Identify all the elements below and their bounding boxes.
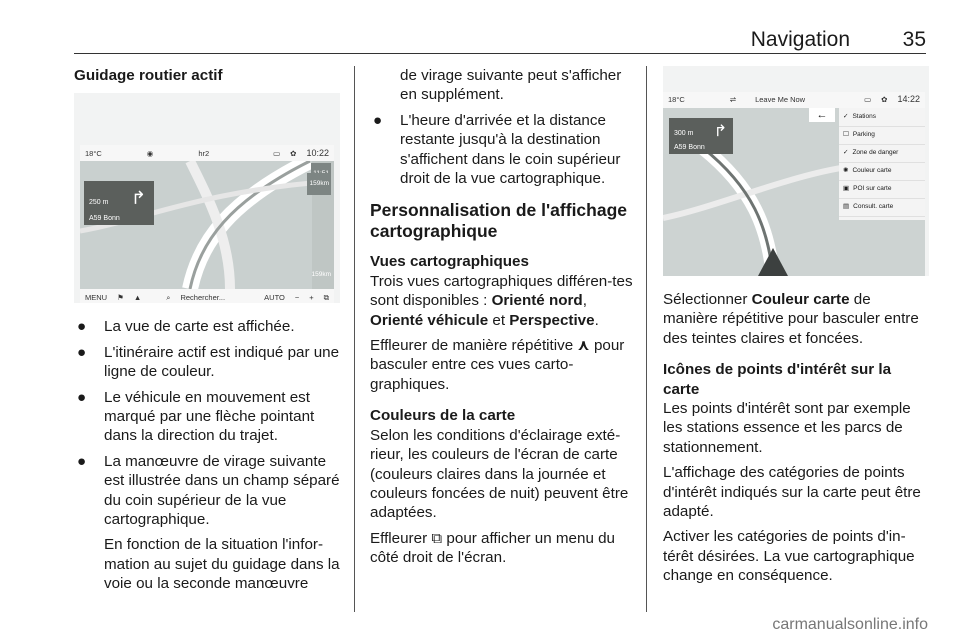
chat-icon: ▭ <box>864 95 872 105</box>
map-options-icon: ⧉ <box>323 292 329 302</box>
list-item: ● La vue de carte est affichée. <box>77 318 295 336</box>
list-item: ● L'heure d'arrivée et la distance restante jusqu'à la destination s'affichent dans le coin supérieur droit de la vue cartographique. <box>373 111 621 188</box>
column-1 <box>74 66 346 600</box>
bullet-continuation: de virage suivante peut s'afficher en supplément. <box>400 67 622 104</box>
list-item: ● L'itinéraire actif est indiqué par une ligne de couleur. <box>77 343 340 381</box>
tab-text: hr2 <box>198 148 210 158</box>
header-rule <box>74 53 926 54</box>
navigation-screenshot <box>663 66 929 276</box>
turn-distance: 250 m <box>89 199 109 207</box>
paragraph: Activer les catégories de points d'in-térêt désirées. La vue cartographique change en conséquence. <box>663 528 915 585</box>
time-text: 14:22 <box>897 94 920 105</box>
temperature-text: 18°C <box>85 148 102 158</box>
watermark: carmanualsonline.info <box>772 616 928 633</box>
time-text: 10:22 <box>306 147 329 158</box>
menu-item-poi-on-map: ▣ POI sur carte <box>839 180 925 199</box>
remaining-distance: 159km <box>307 173 331 194</box>
page-number: 35 <box>902 28 926 51</box>
list-item: ● Le véhicule en mouvement est marqué par une flèche pointant dans la direction du trajet. <box>77 388 315 445</box>
turn-arrow-icon: ↱ <box>130 188 146 209</box>
paragraph: Selon les conditions d'éclairage exté-rieur, les couleurs de l'écran de carte (couleurs claires dans la journée et couleurs foncées de nuit) peuvent être adaptées. <box>370 426 629 522</box>
search-text: Rechercher... <box>180 292 226 302</box>
column-divider <box>354 66 355 612</box>
menu-item-parking: ☐ Parking <box>839 126 925 145</box>
paragraph: L'affichage des catégories de points d'intérêt indiqués sur la carte peut être adapté. <box>663 464 921 521</box>
menu-item-stations: ✓ Stations <box>839 108 925 127</box>
column-3 <box>663 66 928 592</box>
scale-distance: 159km <box>311 271 331 279</box>
turn-road: A59 Bonn <box>89 215 120 223</box>
zoom-out-icon: − <box>294 292 300 302</box>
gear-icon: ✿ <box>881 95 888 105</box>
zoom-in-icon: + <box>309 292 314 302</box>
column-2 <box>370 66 634 574</box>
subheading: Icônes de points d'intérêt sur la carte <box>663 361 892 398</box>
turn-indicator <box>669 118 733 154</box>
list-item: ● La manœuvre de virage suivante est illustrée dans un champ séparé du coin supérieur de la vue cartographique. <box>77 452 340 529</box>
menu-item-map-color: ✺ Couleur carte <box>839 162 925 181</box>
paragraph: Effleurer ⧉ pour afficher un menu du côté droit de l'écran. <box>370 529 616 567</box>
screen-top-bar <box>80 145 334 161</box>
flag-icon: ⚑ <box>117 292 124 302</box>
paragraph: Trois vues cartographiques différen-tes sont disponibles : Orienté nord, Orienté véhicule et Perspective. <box>370 272 633 329</box>
map-menu-icon: ⧉ <box>431 529 443 547</box>
turn-road: A59 Bonn <box>674 144 705 151</box>
screen-top-bar <box>663 92 925 108</box>
paragraph: Effleurer de manière répétitive ⋏ pour basculer entre ces vues carto-graphiques. <box>370 337 625 393</box>
back-arrow-icon: ← <box>809 108 835 122</box>
gear-icon: ✿ <box>290 148 297 158</box>
menu-button: MENU <box>85 292 108 302</box>
turn-arrow-icon: ↱ <box>713 123 727 140</box>
turn-distance: 300 m <box>674 130 694 137</box>
paragraph: Sélectionner Couleur carte de manière répétitive pour basculer entre des teintes claires et foncées. <box>663 291 919 347</box>
menu-item-danger-zone: ✓ Zone de danger <box>839 144 925 163</box>
column-divider <box>646 66 647 612</box>
leave-text: Leave Me Now <box>755 95 806 105</box>
bullet-list <box>370 111 634 189</box>
auto-text: AUTO <box>264 292 285 302</box>
temperature-text: 18°C <box>668 95 685 105</box>
map-screen <box>663 92 925 276</box>
search-icon: ⌕ <box>166 292 171 302</box>
view-toggle-icon: ⋏ <box>577 337 590 355</box>
chat-icon: ▭ <box>273 148 281 158</box>
usb-icon: ⇌ <box>729 95 737 105</box>
map-screen <box>80 145 334 303</box>
location-icon: ◉ <box>146 148 154 158</box>
vehicle-arrow-icon: ▲ <box>133 292 142 302</box>
paragraph: Les points d'intérêt sont par exemple les stations essence et les parcs de stationnement. <box>663 400 911 456</box>
map-options-menu <box>816 108 925 220</box>
section-heading: Guidage routier actif <box>74 67 223 84</box>
bullet-list <box>74 317 346 529</box>
bullet-continuation: En fonction de la situation l'infor-mation au sujet du guidage dans la voie ou la seconde manœuvre <box>104 536 340 593</box>
screen-bottom-bar <box>80 289 334 303</box>
navigation-screenshot <box>74 93 340 303</box>
turn-indicator <box>84 181 154 225</box>
subheading: Couleurs de la carte <box>370 407 516 425</box>
page-title: Navigation <box>750 28 850 51</box>
page-header <box>0 22 960 56</box>
menu-item-view-map: ▤ Consult. carte <box>839 198 925 217</box>
subheading: Vues cartographiques <box>370 253 529 271</box>
section-heading: Personnalisation de l'affichage cartographique <box>370 200 628 242</box>
